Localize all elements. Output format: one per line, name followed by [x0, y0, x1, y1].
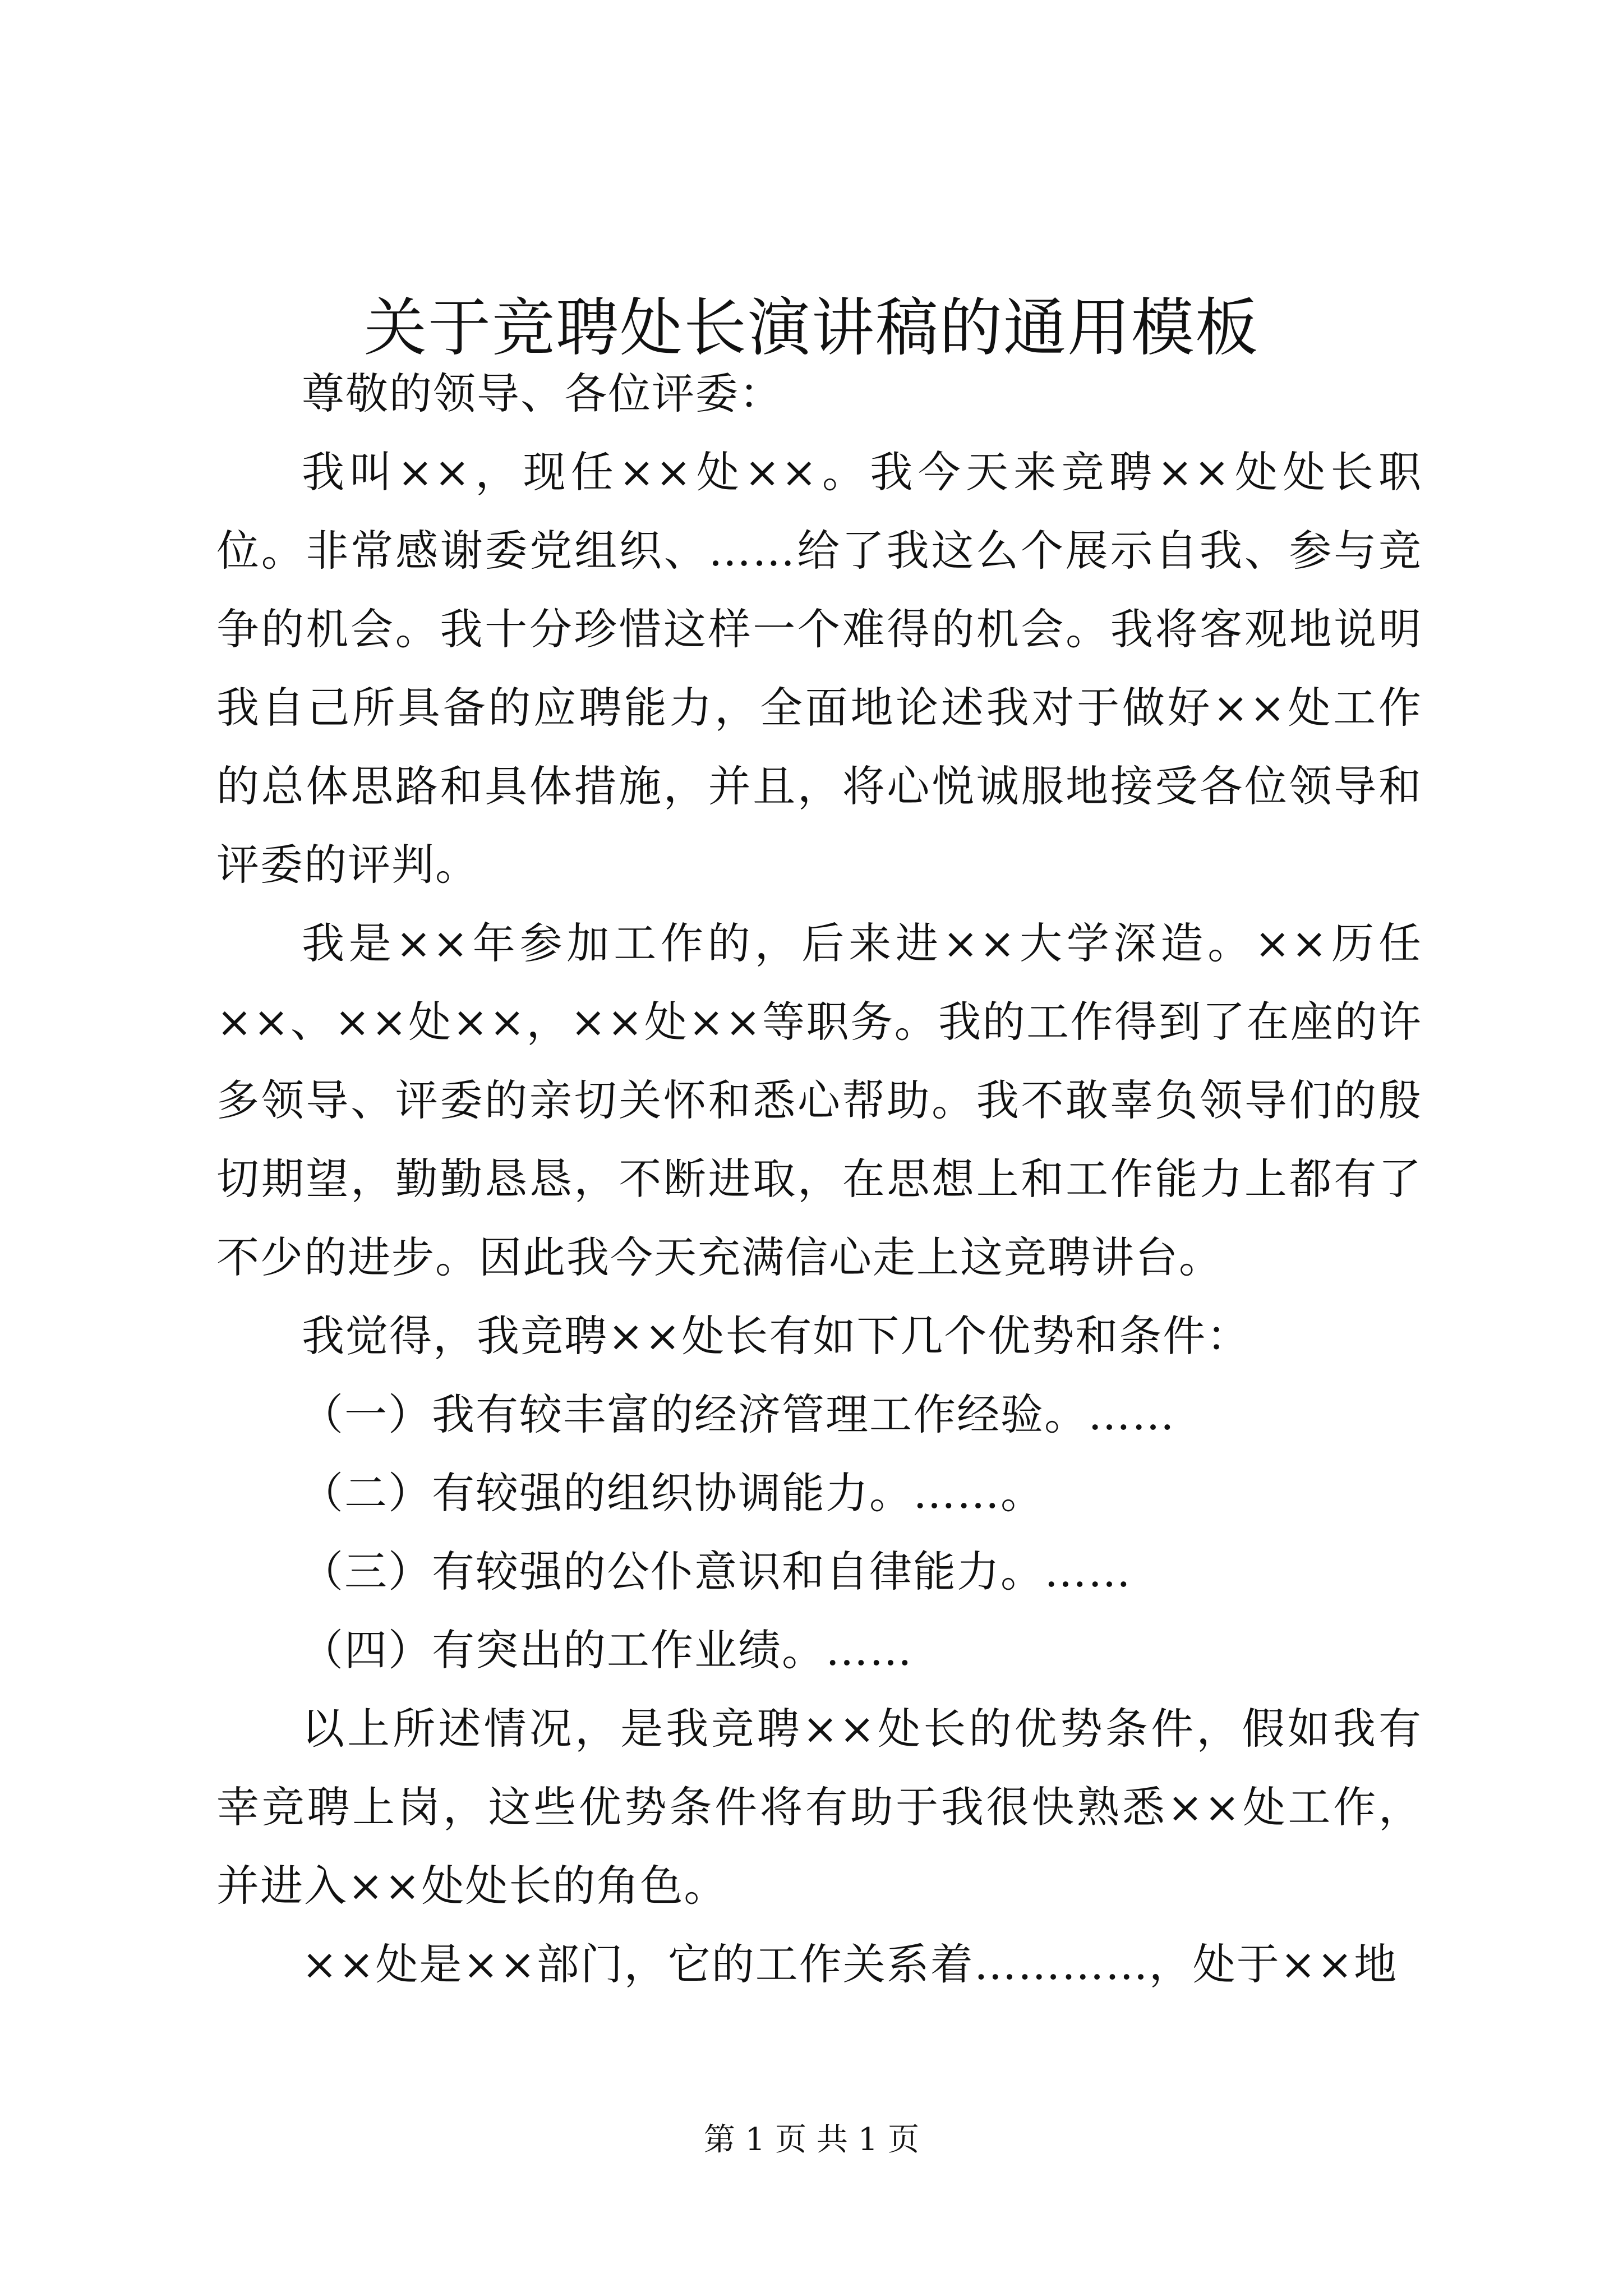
paragraph-summary: 以上所述情况，是我竞聘××处长的优势条件，假如我有幸竞聘上岗，这些优势条件将有助于我很快熟悉××处工作，并进入××处处长的角色。: [216, 1704, 1422, 1911]
list-item-coordination: （二）有较强的组织协调能力。……。: [301, 1468, 1044, 1518]
list-item-discipline: （三）有较强的公仆意识和自律能力。……: [301, 1547, 1132, 1596]
paragraph-background: 我是××年参加工作的，后来进××大学深造。××历任××、××处××，××处××等职务。我的工作得到了在座的许多领导、评委的亲切关怀和悉心帮助。我不敢辜负领导们的殷切期望，勤勤恳恳，不断进取，在思想上和工作能力上都有了不少的进步。因此我今天充满信心走上这竞聘讲台。: [216, 918, 1422, 1282]
paragraph-advantages-intro: 我觉得，我竞聘××处长有如下几个优势和条件：: [302, 1311, 1251, 1361]
document-title: 关于竞聘处长演讲稿的通用模板: [364, 292, 1259, 365]
paragraph-department: ××处是××部门，它的工作关系着…………，处于××地: [302, 1939, 1398, 1989]
document-body: [216, 355, 1422, 2004]
salutation: 尊敬的领导、各位评委：: [302, 369, 783, 418]
list-item-achievements: （四）有突出的工作业绩。……: [301, 1625, 913, 1675]
paragraph-introduction: 我叫××，现任××处××。我今天来竞聘××处处长职位。非常感谢委党组织、……给了我这么个展示自我、参与竞争的机会。我十分珍惜这样一个难得的机会。我将客观地说明我自己所具备的应聘能力，全面地论述我对于做好××处工作的总体思路和具体措施，并且，将心悦诚服地接受各位领导和评委的评判。: [216, 447, 1422, 890]
list-item-experience: （一）我有较丰富的经济管理工作经验。……: [301, 1389, 1175, 1439]
page-footer: 第 1 页 共 1 页: [703, 2122, 920, 2158]
